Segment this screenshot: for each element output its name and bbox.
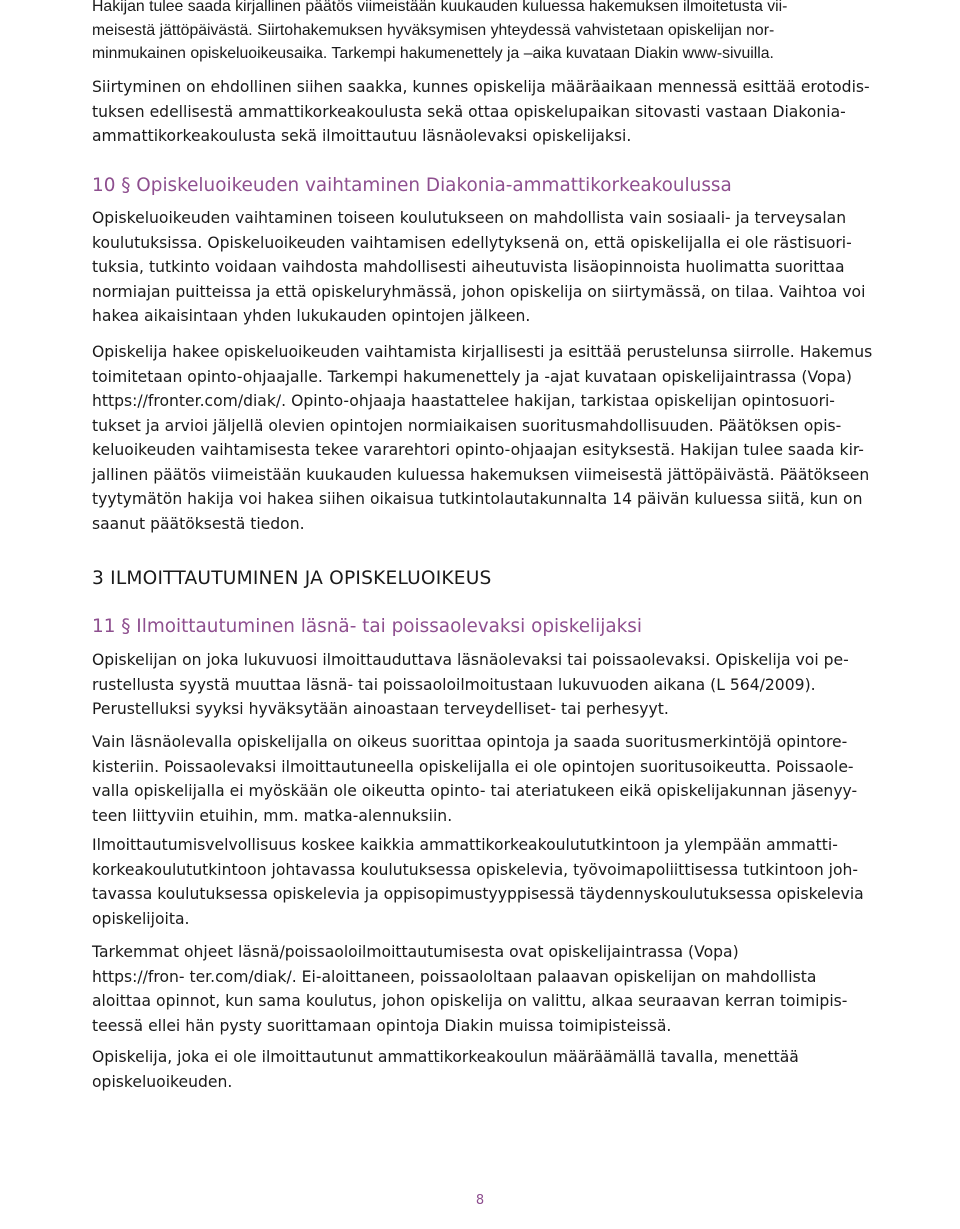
paragraph-conditional-transfer: Siirtyminen on ehdollinen siihen saakka, kunnes opiskelija määräaikaan mennessä esittää erotodis- tuksen edellisestä ammattikorkeakoulusta sekä ottaa opiskelupaikan sitovasti vastaan Diakonia- ammattikorkeakoulusta sekä ilmoittautuu läsnäolevaksi opiskelijaksi. bbox=[92, 78, 870, 145]
section-11-paragraph-5: Opiskelija, joka ei ole ilmoittautunut ammattikorkeakoulun määräämällä tavalla, menettää opiskeluoikeuden. bbox=[92, 1048, 799, 1091]
section-11-paragraph-4: Tarkemmat ohjeet läsnä/poissaoloilmoittautumisesta ovat opiskelijaintrassa (Vopa) https://fron- ter.com/diak/. Ei-aloittaneen, poissaololtaan palaavan opiskelijan on mahdollista aloittaa opinnot, kun sama koulutus, johon opiskelija on valittu, alkaa seuraavan kerran toimipis- teessä ellei hän pysty suorittamaan opintoja Diakin muissa toimipisteissä. bbox=[92, 943, 848, 1035]
section-11-paragraph-2: Vain läsnäolevalla opiskelijalla on oikeus suorittaa opintoja ja saada suoritusmerkintöjä opintore- kisteriin. Poissaolevaksi ilmoittautuneella opiskelijalla ei ole opintojen suoritusoikeutta. Poissaole- valla opiskelijalla ei myöskään ole oikeutta opinto- tai ateriatukeen eikä opiskelijakunnan jäsenyy- teen liittyviin etuihin, mm. matka-alennuksiin. bbox=[92, 733, 858, 825]
section-10-paragraph-1: Opiskeluoikeuden vaihtaminen toiseen koulutukseen on mahdollista vain sosiaali- ja terveysalan koulutuksissa. Opiskeluoikeuden vaihtamisen edellytyksenä on, että opiskelijalla ei ole rästisuori- tuksia, tutkinto voidaan vaihdosta mahdollisesti aiheutuvista lisäopinnoista huolimatta suorittaa normiajan puitteissa ja että opiskeluryhmässä, johon opiskelija on siirtymässä, on tilaa. Vaihtoa voi hakea aikaisintaan yhden lukukauden opintojen jälkeen. bbox=[92, 209, 866, 325]
section-11-heading: 11 § Ilmoittautuminen läsnä- tai poissaolevaksi opiskelijaksi bbox=[92, 616, 642, 637]
section-10-paragraph-2: Opiskelija hakee opiskeluoikeuden vaihtamista kirjallisesti ja esittää perustelunsa siirrolle. Hakemus toimitetaan opinto-ohjaajalle. Tarkempi hakumenettely ja -ajat kuvataan opiskelijaintrassa (Vopa) https://fronter.com/diak/. Opinto-ohjaaja haastattelee hakijan, tarkistaa opiskelijan opintosuori- tukset ja arvioi jäljellä olevien opintojen normiaikaisen suoritusmahdollisuuden. Päätöksen opis- keluoikeuden vaihtamisesta tekee vararehtori opinto-ohjaajan esityksestä. Hakijan tulee saada kir- jallinen päätös viimeistään kuukauden kuluessa hakemuksen viimeisestä jättöpäivästä. Päätökseen tyytymätön hakija voi hakea siihen oikaisua tutkintolautakunnalta 14 päivän kuluessa siitä, kun on saanut päätöksestä tiedon. bbox=[92, 343, 873, 533]
section-10-heading: 10 § Opiskeluoikeuden vaihtaminen Diakonia-ammattikorkeakoulussa bbox=[92, 175, 732, 196]
paragraph-decision-deadline: Hakijan tulee saada kirjallinen päätös viimeistään kuukauden kuluessa hakemuksen ilmoitetusta vii- meisestä jättöpäivästä. Siirtohakemuksen hyväksymisen yhteydessä vahvistetaan opiskelijan nor- minmukainen opiskeluoikeusaika. Tarkempi hakumenettely ja –aika kuvataan Diakin www-sivuilla. bbox=[92, 0, 788, 62]
section-11-paragraph-1: Opiskelijan on joka lukuvuosi ilmoittauduttava läsnäolevaksi tai poissaolevaksi. Opiskelija voi pe- rustellusta syystä muuttaa läsnä- tai poissaoloilmoitustaan lukuvuoden aikana (L 564/2009). Perustelluksi syyksi hyväksytään ainoastaan terveydelliset- tai perhesyyt. bbox=[92, 651, 849, 718]
page-number: 8 bbox=[475, 1193, 485, 1208]
section-11-paragraph-3: Ilmoittautumisvelvollisuus koskee kaikkia ammattikorkeakoulututkintoon ja ylempään ammatti- korkeakoulututkintoon johtavassa koulutuksessa opiskelevia, työvoimapoliittisessa tutkintoon joh- tavassa koulutuksessa opiskelevia ja oppisopimustyyppisessä täydennyskoulutuksessa opiskelevia opiskelijoita. bbox=[92, 836, 864, 928]
chapter-3-heading: 3 ILMOITTAUTUMINEN JA OPISKELUOIKEUS bbox=[92, 568, 492, 589]
